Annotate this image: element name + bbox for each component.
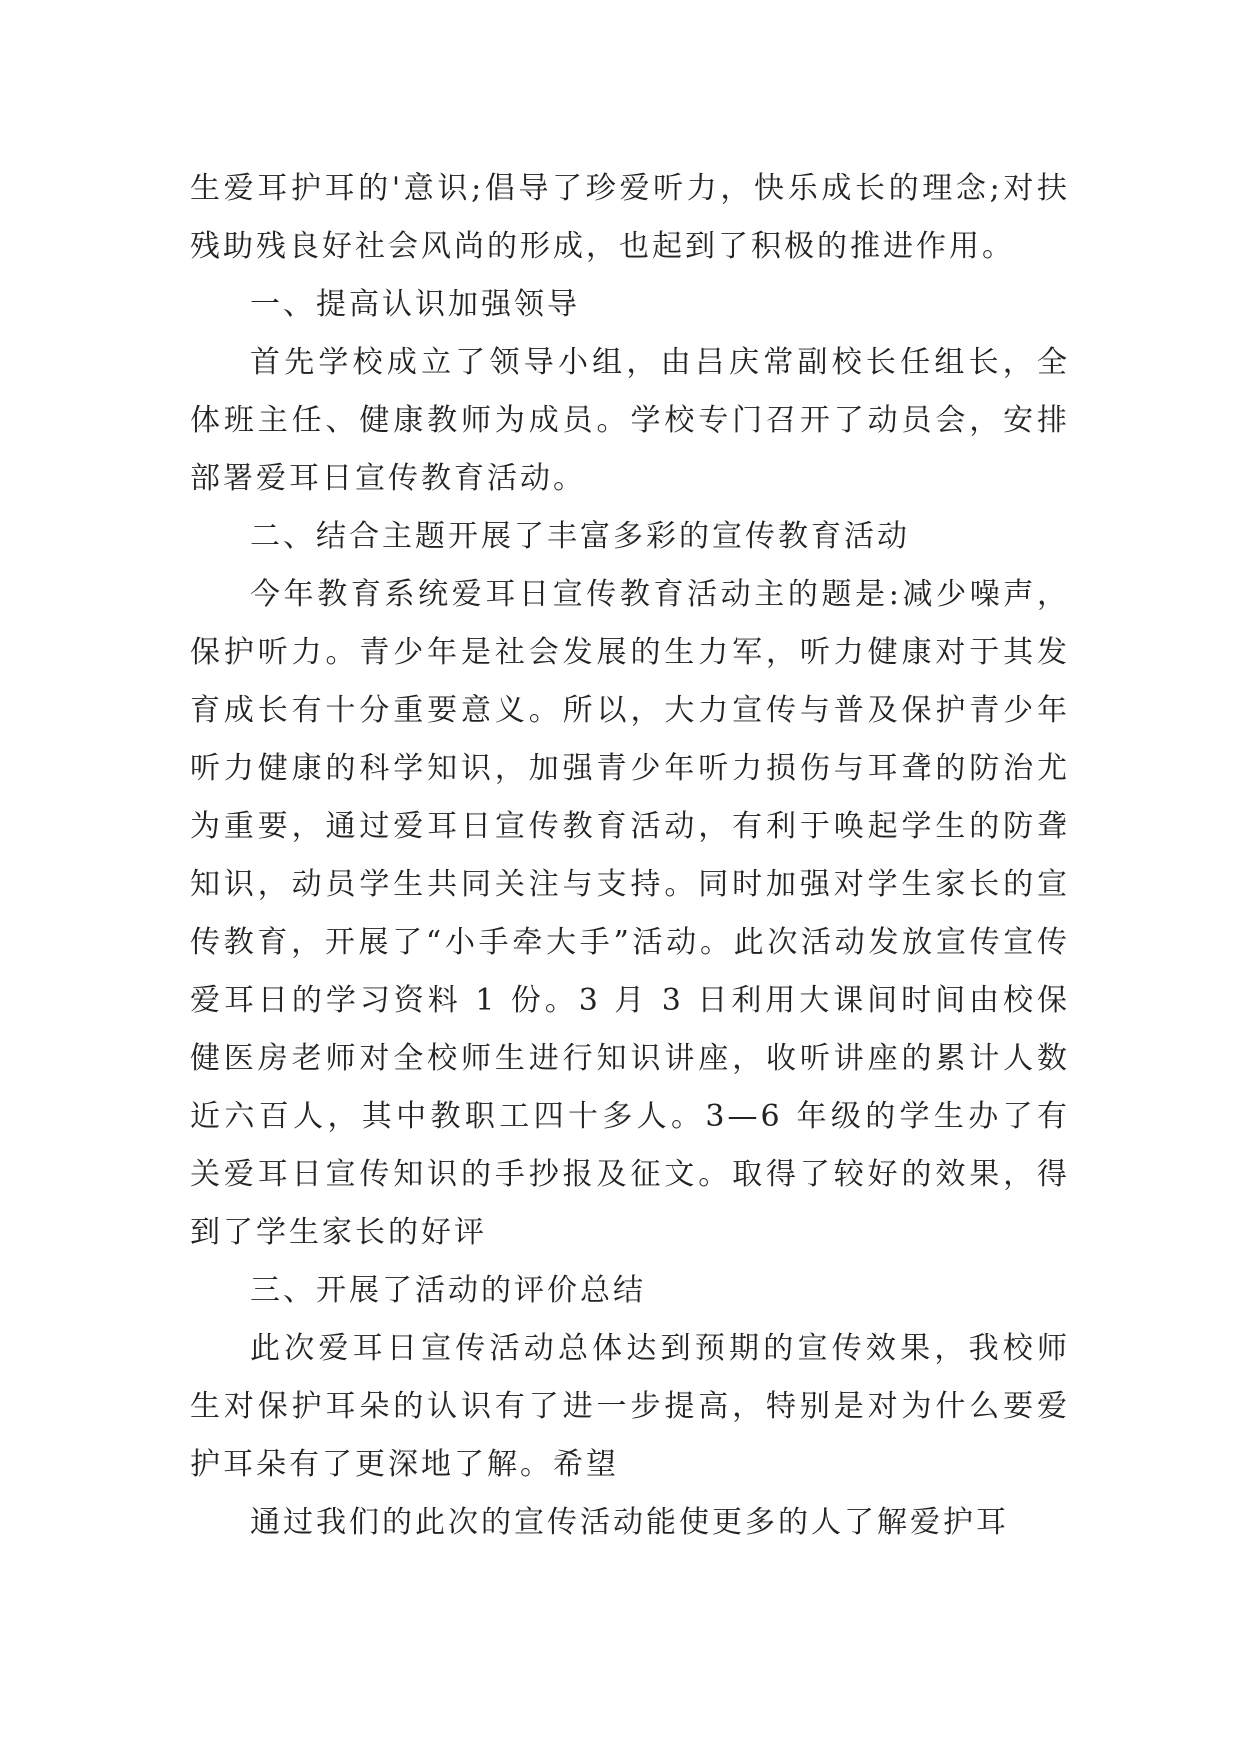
section-heading-1: 一、提高认识加强领导	[250, 287, 580, 322]
section-heading-3: 三、开展了活动的评价总结	[250, 1273, 646, 1308]
paragraph-summary: 此次爱耳日宣传活动总体达到预期的宣传效果，我校师生对保护耳朵的认识有了进一步提高，特别是对为什么要爱护耳朵有了更深地了解。希望	[190, 1331, 1070, 1482]
section-heading-2: 二、结合主题开展了丰富多彩的宣传教育活动	[250, 519, 910, 554]
paragraph-activities: 今年教育系统爱耳日宣传教育活动主的题是:减少噪声，保护听力。青少年是社会发展的生力军，听力健康对于其发育成长有十分重要意义。所以，大力宣传与普及保护青少年听力健康的科学知识，加强青少年听力损伤与耳聋的防治尤为重要，通过爱耳日宣传教育活动，有利于唤起学生的防聋知识，动员学生共同关注与支持。同时加强对学生家长的宣传教育，开展了“小手牵大手”活动。此次活动发放宣传宣传爱耳日的学习资料 1 份。3 月 3 日利用大课间时间由校保健医房老师对全校师生进行知识讲座，收听讲座的累计人数近六百人，其中教职工四十多人。3—6 年级的学生办了有关爱耳日宣传知识的手抄报及征文。取得了较好的效果，得到了学生家长的好评	[190, 577, 1070, 1250]
paragraph-leadership: 首先学校成立了领导小组，由吕庆常副校长任组长，全体班主任、健康教师为成员。学校专门召开了动员会，安排部署爱耳日宣传教育活动。	[190, 345, 1070, 496]
paragraph-intro: 生爱耳护耳的'意识;倡导了珍爱听力，快乐成长的理念;对扶残助残良好社会风尚的形成，也起到了积极的推进作用。	[190, 171, 1070, 264]
paragraph-closing: 通过我们的此次的宣传活动能使更多的人了解爱护耳	[250, 1505, 1009, 1540]
document-body	[190, 160, 1070, 1552]
